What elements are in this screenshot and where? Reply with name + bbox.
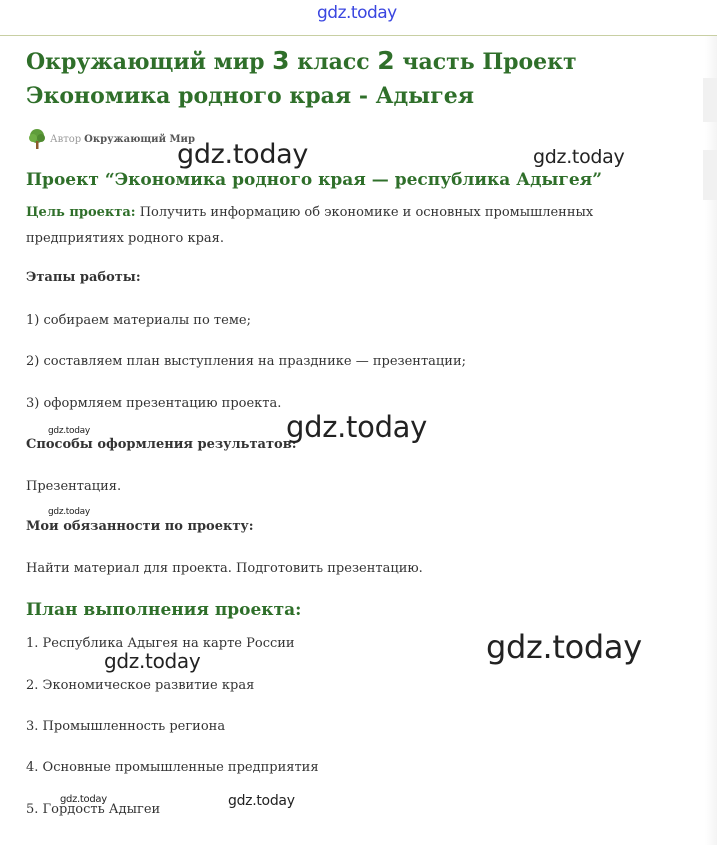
sidebar-edge-block [703, 78, 717, 122]
watermark: gdz.today [486, 628, 642, 666]
plan-item: 4. Основные промышленные предприятия [26, 760, 319, 775]
stages-heading: Этапы работы: [26, 270, 141, 285]
plan-item: 2. Экономическое развитие края [26, 678, 255, 693]
watermark: gdz.today [48, 507, 90, 517]
watermark: gdz.today [104, 649, 201, 673]
plan-item: 5. Гордость Адыгеи [26, 802, 161, 817]
project-heading: Проект “Экономика родного края — республика Адыгея” [26, 170, 603, 190]
plan-item: 1. Республика Адыгея на карте России [26, 636, 295, 651]
sidebar-edge-block [703, 150, 717, 200]
watermark: gdz.today [286, 410, 428, 444]
watermark: gdz.today [60, 794, 107, 805]
author-line [26, 128, 195, 150]
goal-text: Получить информацию об экономике и основных промышленных предприятиях родного края. [26, 205, 594, 246]
author-link[interactable]: Окружающий Мир [84, 133, 195, 145]
site-logo[interactable]: gdz.today [317, 3, 397, 23]
watermark: gdz.today [177, 139, 309, 170]
duties-text: Найти материал для проекта. Подготовить презентацию. [26, 561, 423, 576]
stage-item: 3) оформляем презентацию проекта. [26, 396, 282, 411]
stage-item: 1) собираем материалы по теме; [26, 313, 251, 328]
author-prefix: Автор [50, 133, 82, 145]
watermark: gdz.today [533, 146, 625, 168]
stage-item: 2) составляем план выступления на празднике — презентации; [26, 354, 466, 369]
page-title: Окружающий мир 3 класс 2 часть Проект Экономика родного края - Адыгея [26, 46, 577, 109]
project-goal [26, 200, 666, 252]
goal-label: Цель проекта: [26, 205, 136, 220]
methods-text: Презентация. [26, 479, 122, 494]
watermark: gdz.today [228, 793, 295, 809]
watermark: gdz.today [48, 426, 90, 436]
tree-icon [26, 128, 48, 150]
plan-item: 3. Промышленность региона [26, 719, 226, 734]
site-header [0, 0, 717, 36]
plan-heading: План выполнения проекта: [26, 600, 302, 620]
methods-heading: Способы оформления результатов: [26, 437, 297, 452]
duties-heading: Мои обязанности по проекту: [26, 519, 254, 534]
